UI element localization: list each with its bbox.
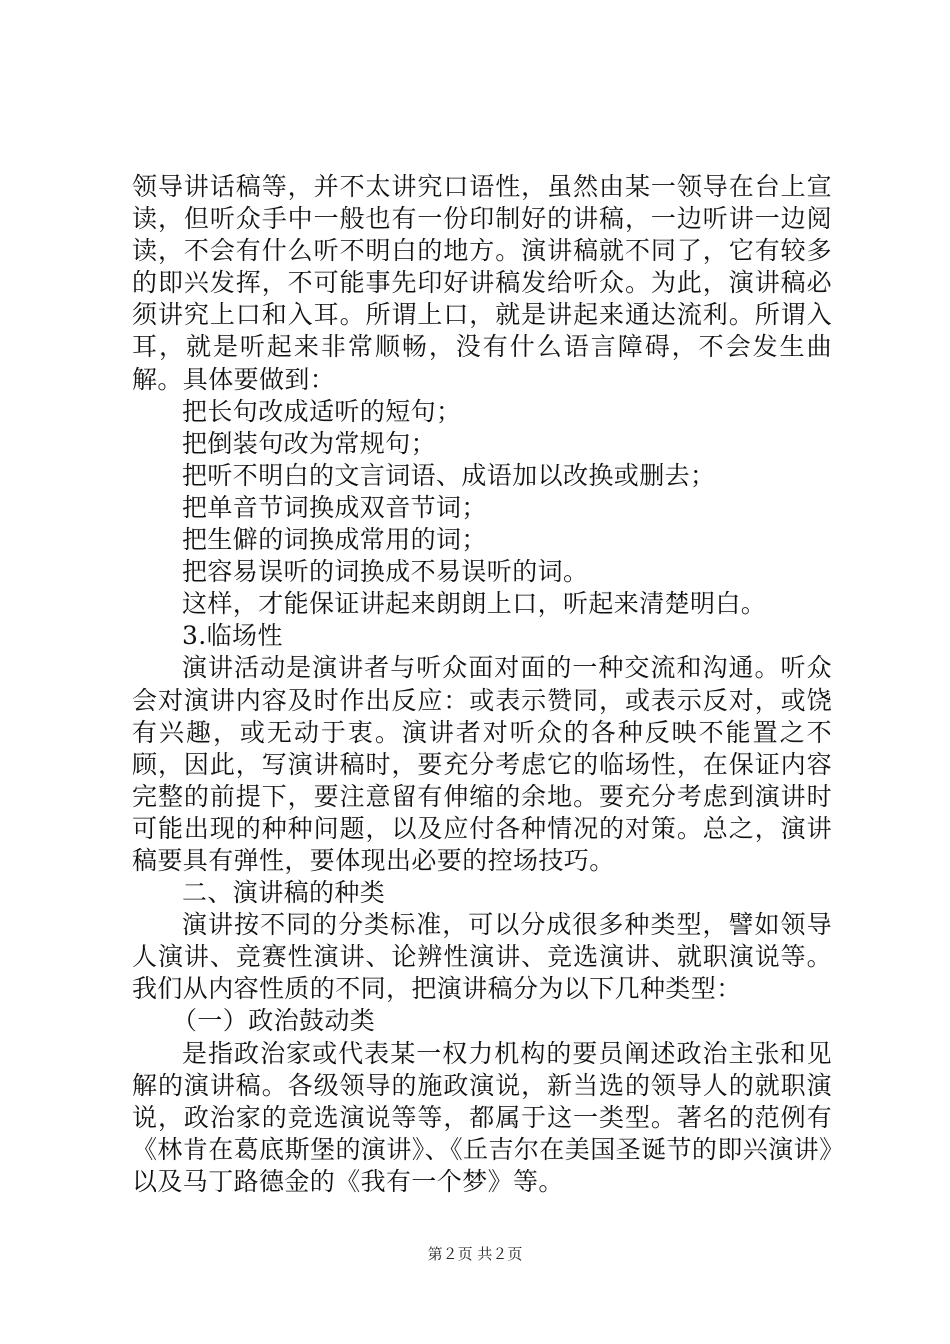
paragraph: 演讲按不同的分类标准，可以分成很多种类型，譬如领导人演讲、竞赛性演讲、论辨性演讲、竞选演讲、就职演说等。我们从内容性质的不同，把演讲稿分为以下几种类型： [132, 910, 832, 1004]
section-heading: 3.临场性 [182, 621, 283, 651]
paragraph: 是指政治家或代表某一权力机构的要员阐述政治主张和见解的演讲稿。各级领导的施政演说，新当选的领导人的就职演说，政治家的竞选演说等等，都属于这一类型。著名的范例有《林肯在葛底斯堡的演讲》、《丘吉尔在美国圣诞节的即兴演讲》以及马丁路德金的《我有一个梦》等。 [132, 1038, 832, 1196]
paragraph: 演讲活动是演讲者与听众面对面的一种交流和沟通。听众会对演讲内容及时作出反应：或表示赞同，或表示反对，或饶有兴趣，或无动于衷。演讲者对听众的各种反映不能置之不顾，因此，写演讲稿时，要充分考虑它的临场性，在保证内容完整的前提下，要注意留有伸缩的余地。要充分考虑到演讲时可能出现的种种问题，以及应付各种情况的对策。总之，演讲稿要具有弹性，要体现出必要的控场技巧。 [132, 653, 832, 875]
section-heading: 二、演讲稿的种类 [182, 878, 386, 908]
list-item: 把容易误听的词换成不易误听的词。 [182, 557, 589, 587]
subsection-heading: （一）政治鼓动类 [172, 1006, 376, 1036]
list-item: 把单音节词换成双音节词； [182, 492, 487, 522]
document-body [132, 171, 832, 1198]
paragraph: 这样，才能保证讲起来朗朗上口，听起来清楚明白。 [182, 589, 767, 619]
list-item: 把长句改成适听的短句； [182, 396, 462, 426]
list-item: 把听不明白的文言词语、成语加以改换或删去； [182, 460, 716, 490]
page-footer: 第２页 共２页 [427, 1245, 523, 1263]
list-item: 把生僻的词换成常用的词； [182, 525, 487, 555]
list-item: 把倒装句改为常规句； [182, 428, 437, 458]
paragraph-continuation: 领导讲话稿等，并不太讲究口语性，虽然由某一领导在台上宣读，但听众手中一般也有一份印制好的讲稿，一边听讲一边阅读，不会有什么听不明白的地方。演讲稿就不同了，它有较多的即兴发挥，不可能事先印好讲稿发给听众。为此，演讲稿必须讲究上口和入耳。所谓上口，就是讲起来通达流利。所谓入耳，就是听起来非常顺畅，没有什么语言障碍，不会发生曲解。具体要做到： [132, 172, 832, 394]
